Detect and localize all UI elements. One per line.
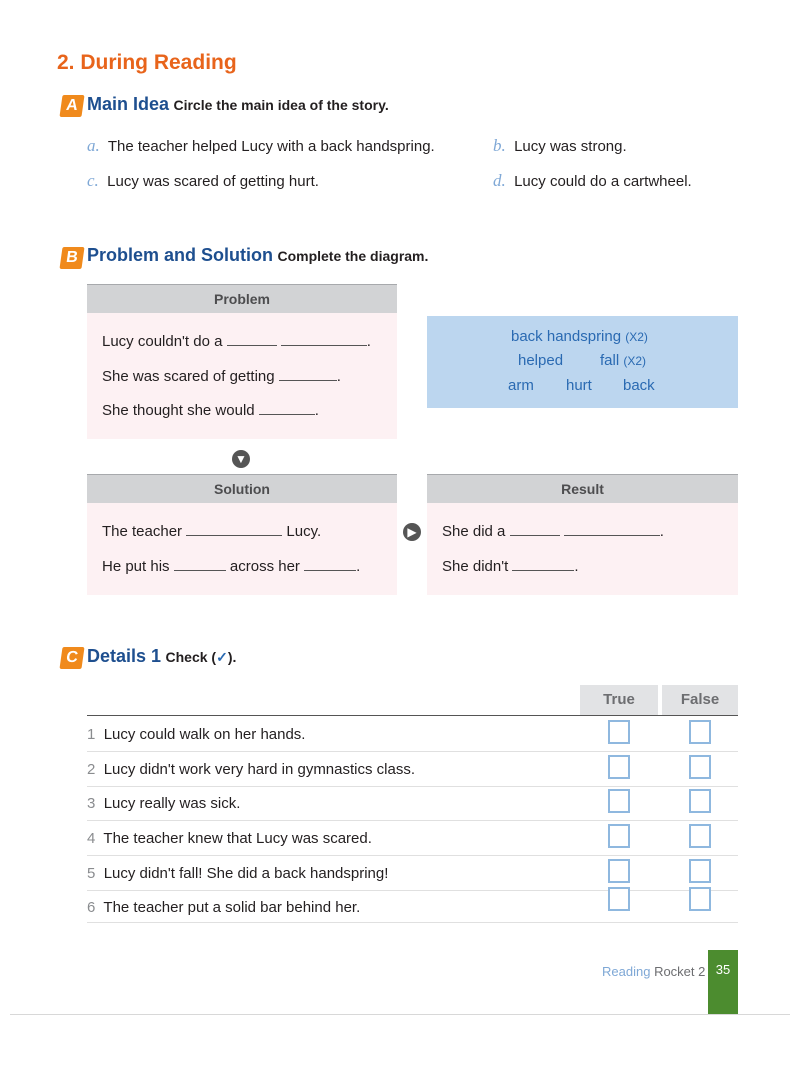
- word-text: hurt: [566, 377, 592, 394]
- option-text: Lucy was strong.: [514, 138, 627, 155]
- details-heading: Details 1: [87, 646, 162, 666]
- option-text: Lucy was scared of getting hurt.: [107, 173, 319, 190]
- true-checkbox[interactable]: [608, 720, 630, 744]
- table-row: [87, 830, 372, 847]
- option-letter: d.: [493, 171, 506, 190]
- section-badge-b: B: [59, 247, 84, 269]
- true-checkbox[interactable]: [608, 859, 630, 883]
- problem-line-1: [102, 333, 371, 350]
- option-c[interactable]: [87, 171, 319, 191]
- word-bank-item: [518, 352, 563, 369]
- option-a[interactable]: [87, 136, 435, 156]
- true-checkbox[interactable]: [608, 755, 630, 779]
- row-text: Lucy didn't fall! She did a back handspring!: [103, 865, 389, 882]
- problem-line-text: She thought she would: [102, 402, 255, 419]
- answer-blank[interactable]: [174, 558, 226, 571]
- result-line-2: [442, 558, 579, 575]
- false-checkbox[interactable]: [689, 887, 711, 911]
- true-column-head: True: [580, 685, 658, 715]
- answer-blank[interactable]: [281, 333, 367, 346]
- answer-blank[interactable]: [186, 523, 282, 536]
- word-bank-item: [623, 377, 655, 394]
- row-text: The teacher knew that Lucy was scared.: [103, 830, 372, 847]
- row-number: 1: [87, 726, 96, 743]
- option-letter: c.: [87, 171, 99, 190]
- solution-line-mid: across her: [229, 558, 300, 575]
- row-text: Lucy didn't work very hard in gymnastics class.: [103, 761, 416, 778]
- answer-blank[interactable]: [227, 333, 277, 346]
- word-bank-item: [508, 377, 534, 394]
- arrow-right-icon: ▶: [403, 523, 421, 541]
- table-row: [87, 795, 240, 812]
- row-text: The teacher put a solid bar behind her.: [103, 899, 361, 916]
- details-instruction-end: ).: [227, 649, 237, 665]
- row-number: 2: [87, 761, 96, 778]
- solution-box-head: Solution: [87, 474, 397, 503]
- option-text: The teacher helped Lucy with a back handspring.: [107, 138, 435, 155]
- row-number: 6: [87, 899, 96, 916]
- answer-blank[interactable]: [259, 402, 315, 415]
- main-idea-heading: Main Idea: [87, 94, 170, 114]
- table-row: [87, 899, 360, 916]
- problem-line-end: .: [336, 368, 341, 385]
- result-box-head: Result: [427, 474, 738, 503]
- word-text: arm: [508, 377, 534, 394]
- false-checkbox[interactable]: [689, 859, 711, 883]
- answer-blank[interactable]: [279, 368, 337, 381]
- page-bottom-rule: [10, 1014, 790, 1015]
- section-badge-c: C: [59, 647, 84, 669]
- solution-line-1: [102, 523, 321, 540]
- table-row: [87, 726, 305, 743]
- table-row: [87, 865, 388, 882]
- main-idea-instruction: Circle the main idea of the story.: [173, 97, 389, 113]
- word-bank-item: [566, 377, 592, 394]
- word-bank-item: [511, 328, 648, 345]
- row-text: Lucy could walk on her hands.: [103, 726, 306, 743]
- true-checkbox[interactable]: [608, 824, 630, 848]
- footer-series-b: Rocket 2: [654, 964, 706, 979]
- problem-line-text: Lucy couldn't do a: [102, 333, 223, 350]
- word-text: helped: [518, 352, 564, 369]
- solution-line-text: He put his: [102, 558, 170, 575]
- result-line-text: She did a: [442, 523, 506, 540]
- problem-line-end: .: [366, 333, 371, 350]
- table-row: [87, 761, 415, 778]
- solution-line-end: Lucy.: [286, 523, 322, 540]
- problem-line-text: She was scared of getting: [102, 368, 275, 385]
- solution-panel: [87, 503, 397, 595]
- word-text: fall: [600, 352, 620, 369]
- answer-blank[interactable]: [512, 558, 574, 571]
- details-header: [87, 646, 236, 667]
- false-checkbox[interactable]: [689, 824, 711, 848]
- row-number: 5: [87, 865, 96, 882]
- row-divider: [87, 890, 738, 891]
- option-letter: b.: [493, 136, 506, 155]
- option-b[interactable]: [493, 136, 627, 156]
- result-line-end: .: [574, 558, 579, 575]
- arrow-down-icon: ▼: [232, 450, 250, 468]
- option-text: Lucy could do a cartwheel.: [514, 173, 692, 190]
- false-checkbox[interactable]: [689, 755, 711, 779]
- details-instruction: Check (: [165, 649, 217, 665]
- table-top-rule: [87, 715, 738, 716]
- footer-series: [602, 964, 705, 979]
- solution-line-2: [102, 558, 360, 575]
- problem-line-end: .: [314, 402, 319, 419]
- problem-solution-instruction: Complete the diagram.: [277, 248, 429, 264]
- false-checkbox[interactable]: [689, 789, 711, 813]
- word-bank-item: [600, 352, 646, 369]
- row-divider: [87, 820, 738, 821]
- result-line-end: .: [659, 523, 664, 540]
- answer-blank[interactable]: [564, 523, 660, 536]
- true-checkbox[interactable]: [608, 887, 630, 911]
- row-divider: [87, 855, 738, 856]
- section-title: 2. During Reading: [57, 51, 237, 74]
- word-note: (X2): [623, 354, 647, 368]
- solution-line-text: The teacher: [102, 523, 183, 540]
- main-idea-header: [87, 94, 389, 115]
- row-divider: [87, 922, 738, 923]
- word-note: (X2): [625, 330, 648, 344]
- problem-solution-heading: Problem and Solution: [87, 245, 274, 265]
- result-line-text: She didn't: [442, 558, 509, 575]
- problem-line-2: [102, 368, 341, 385]
- problem-line-3: [102, 402, 319, 419]
- word-text: back: [623, 377, 655, 394]
- problem-box-head: Problem: [87, 284, 397, 313]
- check-mark-icon: ✓: [216, 649, 228, 665]
- result-panel: [427, 503, 738, 595]
- row-number: 3: [87, 795, 96, 812]
- footer-series-a: Reading: [602, 964, 651, 979]
- answer-blank[interactable]: [304, 558, 356, 571]
- answer-blank[interactable]: [510, 523, 560, 536]
- option-d[interactable]: [493, 171, 692, 191]
- row-number: 4: [87, 830, 96, 847]
- page-number: 35: [708, 950, 738, 1014]
- word-text: back handspring: [511, 328, 622, 345]
- option-letter: a.: [87, 136, 100, 155]
- true-checkbox[interactable]: [608, 789, 630, 813]
- row-text: Lucy really was sick.: [103, 795, 241, 812]
- solution-line-end: .: [356, 558, 361, 575]
- row-divider: [87, 751, 738, 752]
- false-column-head: False: [662, 685, 738, 715]
- row-divider: [87, 786, 738, 787]
- false-checkbox[interactable]: [689, 720, 711, 744]
- section-badge-a: A: [59, 95, 84, 117]
- result-line-1: [442, 523, 664, 540]
- problem-solution-header: [87, 245, 428, 266]
